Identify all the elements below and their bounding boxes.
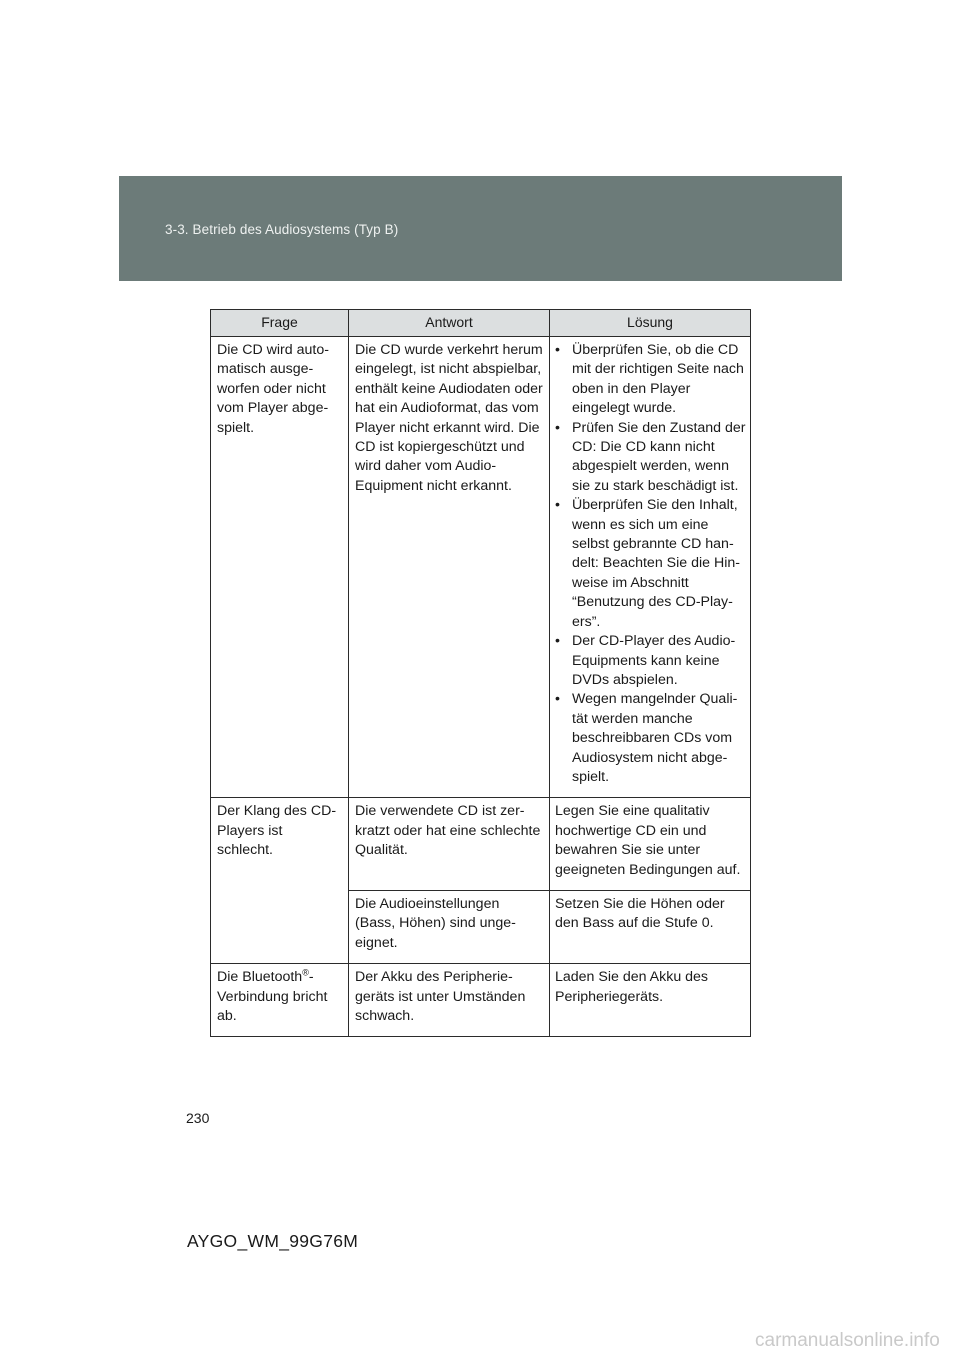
answer-cell: Der Akku des Peripherie-geräts ist unter Umständen schwach. bbox=[349, 964, 550, 1037]
solution-cell: Laden Sie den Akku des Peripheriegeräts. bbox=[550, 964, 751, 1037]
column-header-frage: Frage bbox=[211, 310, 349, 337]
list-item bbox=[555, 341, 748, 419]
bullet-icon: • bbox=[555, 342, 560, 358]
bullet-icon: • bbox=[555, 497, 560, 514]
column-header-antwort: Antwort bbox=[349, 310, 550, 337]
solution-cell bbox=[550, 337, 751, 798]
table-row bbox=[211, 964, 751, 1037]
solution-cell: Setzen Sie die Höhen oder den Bass auf die Stufe 0. bbox=[550, 890, 751, 963]
table-header-row bbox=[211, 310, 751, 337]
column-header-loesung: Lösung bbox=[550, 310, 751, 337]
troubleshooting-table bbox=[210, 309, 751, 1037]
list-item bbox=[555, 690, 748, 787]
list-item bbox=[555, 496, 748, 632]
solution-list bbox=[555, 341, 748, 787]
list-item bbox=[555, 632, 748, 690]
question-cell: Die CD wird auto-matisch ausge-worfen oder nicht vom Player abge-spielt. bbox=[211, 337, 349, 798]
question-text-start: Die Bluetooth bbox=[217, 969, 303, 986]
question-text-end: -Verbindung bricht ab. bbox=[217, 969, 328, 1024]
bullet-icon: • bbox=[555, 633, 560, 650]
chapter-header-band bbox=[119, 176, 842, 281]
page-number: 230 bbox=[186, 1110, 210, 1126]
question-cell bbox=[211, 964, 349, 1037]
watermark: carmanualsonline.info bbox=[755, 1330, 940, 1351]
table-row bbox=[211, 798, 751, 891]
solution-cell: Legen Sie eine qualitativ hochwertige CD ein und bewahren Sie sie unter geeigneten Bedingungen auf. bbox=[550, 798, 751, 891]
bullet-icon: • bbox=[555, 691, 560, 708]
table-row bbox=[211, 337, 751, 798]
list-item-text: Der CD-Player des Audio-Equipments kann keine DVDs abspielen. bbox=[572, 633, 736, 688]
document-code: AYGO_WM_99G76M bbox=[187, 1231, 359, 1251]
list-item bbox=[555, 419, 748, 497]
list-item-text: Wegen mangelnder Quali-tät werden manche beschreibbaren CDs vom Audiosystem nicht abge-spielt. bbox=[572, 691, 738, 785]
answer-cell: Die CD wurde verkehrt herum eingelegt, ist nicht abspielbar, enthält keine Audiodaten oder hat ein Audioformat, das vom Player nicht erkannt wird. Die CD ist kopiergeschützt und wird daher vom Audio-Equipment nicht erkannt. bbox=[349, 337, 550, 798]
list-item-text: Überprüfen Sie den Inhalt, wenn es sich um eine selbst gebrannte CD han-delt: Beachten Sie die Hin-weise im Abschnitt “Benutzung des CD-Play-ers”. bbox=[572, 497, 740, 630]
question-cell: Der Klang des CD-Players ist schlecht. bbox=[211, 798, 349, 964]
list-item-text: Prüfen Sie den Zustand der CD: Die CD kann nicht abgespielt werden, wenn sie zu stark beschädigt ist. bbox=[572, 419, 746, 494]
registered-mark: ® bbox=[302, 967, 309, 978]
section-title: 3-3. Betrieb des Audiosystems (Typ B) bbox=[165, 222, 399, 237]
answer-cell: Die Audioeinstellungen (Bass, Höhen) sind unge-eignet. bbox=[349, 890, 550, 963]
list-item-text: Überprüfen Sie, ob die CD mit der richtigen Seite nach oben in den Player eingelegt wurde. bbox=[572, 342, 744, 417]
answer-cell: Die verwendete CD ist zer-kratzt oder hat eine schlechte Qualität. bbox=[349, 798, 550, 891]
bullet-icon: • bbox=[555, 419, 560, 436]
